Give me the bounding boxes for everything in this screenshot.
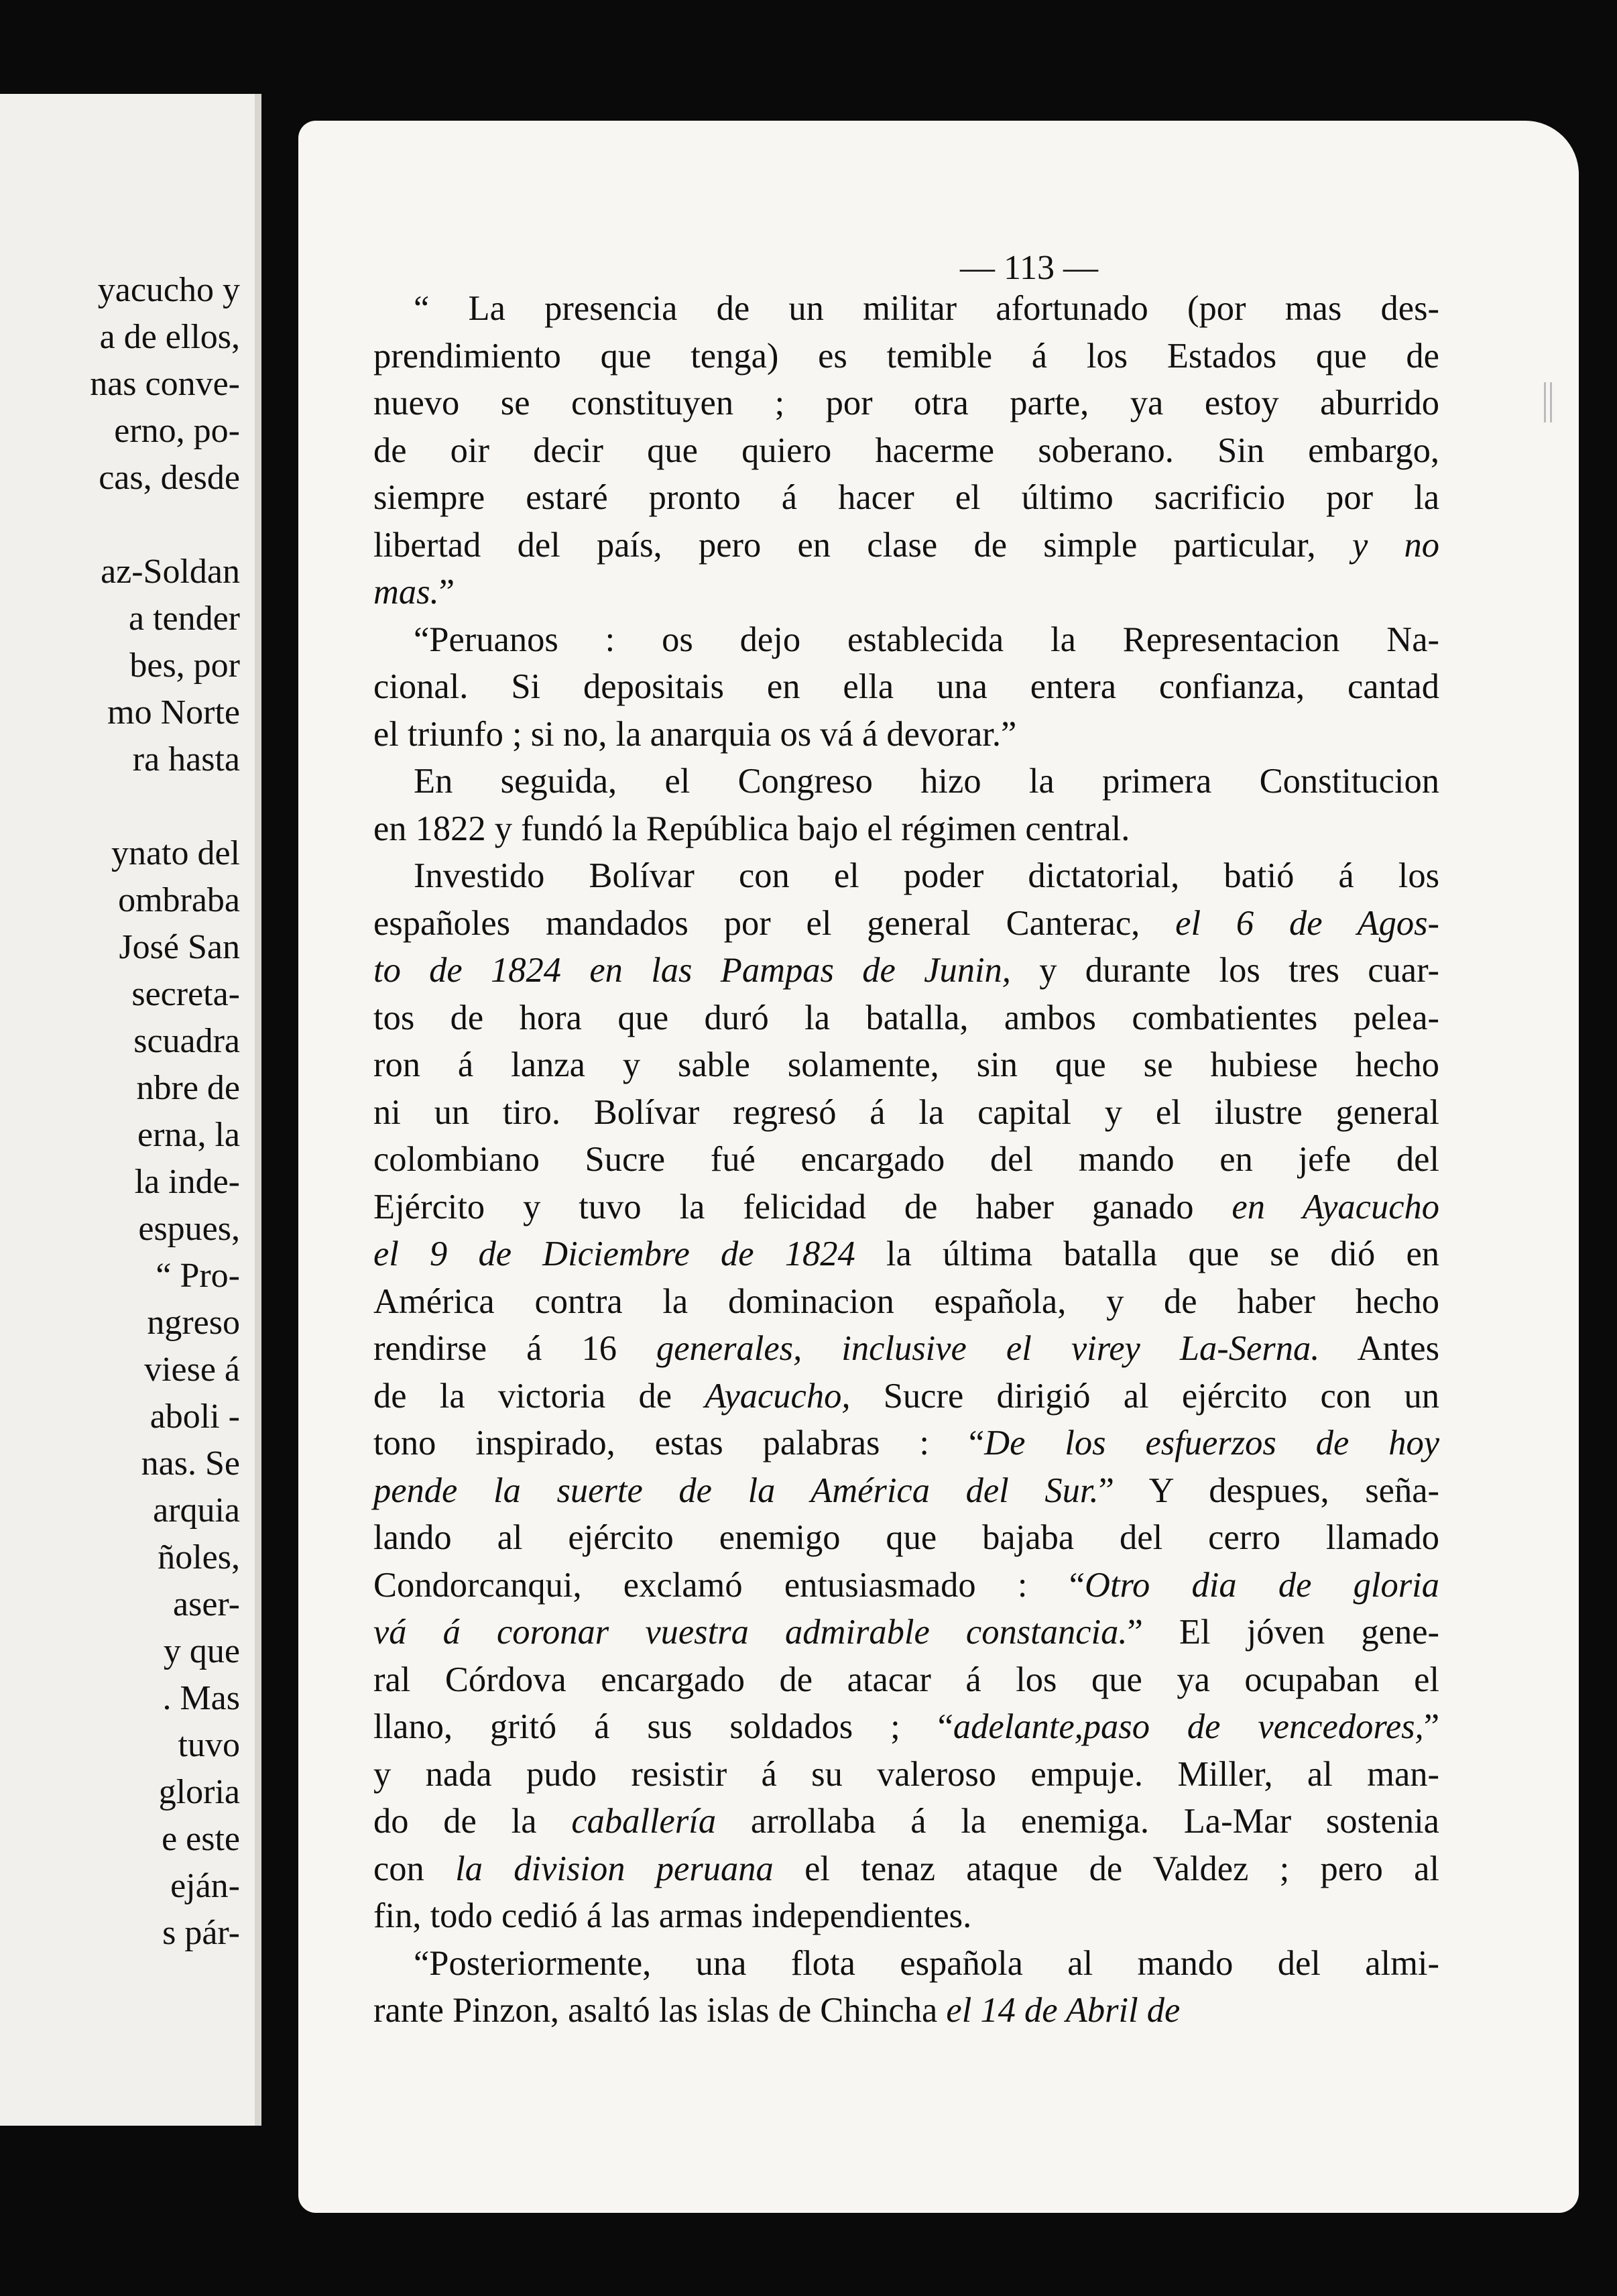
previous-page-fragment xyxy=(0,94,261,2126)
text-line: y nada pudo resistir á su valeroso empuje. Miller, al man- xyxy=(373,1754,1439,1794)
text-line: ral Córdova encargado de atacar á los que ya ocupaban el xyxy=(373,1660,1439,1699)
previous-page-line: ñoles, xyxy=(158,1538,240,1576)
text-line: Ejército y tuvo la felicidad de haber ganado en Ayacucho xyxy=(373,1187,1439,1226)
text-line: “ La presencia de un militar afortunado (por mas des- xyxy=(414,289,1439,328)
text-line: fin, todo cedió á las armas independientes. xyxy=(373,1896,972,1935)
previous-page-line xyxy=(90,502,240,549)
text-line: de la victoria de Ayacucho, Sucre dirigió al ejército con un xyxy=(373,1376,1439,1416)
previous-page-line: nas. Se xyxy=(141,1444,240,1483)
previous-page-line: ngreso xyxy=(147,1304,240,1342)
previous-page-line: nas conve- xyxy=(90,365,240,403)
previous-page-line xyxy=(90,783,240,830)
previous-page-line: a de ellos, xyxy=(99,318,240,356)
text-line: nuevo se constituyen ; por otra parte, ya estoy aburrido xyxy=(373,384,1439,422)
previous-page-line: yacucho y xyxy=(97,271,240,309)
text-line: ron á lanza y sable solamente, sin que se hubiese hecho xyxy=(373,1045,1439,1084)
previous-page-line: gloria xyxy=(158,1773,240,1811)
paragraph xyxy=(373,758,1439,852)
previous-page-line: scuadra xyxy=(133,1022,240,1060)
book-page xyxy=(298,121,1579,2213)
text-line: tos de hora que duró la batalla, ambos combatientes pelea- xyxy=(373,998,1439,1037)
paragraph xyxy=(373,616,1439,758)
previous-page-line: y que xyxy=(163,1632,240,1670)
previous-page-line: cas, desde xyxy=(99,459,240,497)
previous-page-line: arquia xyxy=(153,1491,240,1530)
text-line: españoles mandados por el general Canterac, el 6 de Agos- xyxy=(373,903,1439,943)
page-edge-mark xyxy=(1544,382,1552,422)
previous-page-line: viese á xyxy=(144,1351,240,1389)
page-number: — 113 — xyxy=(959,249,1099,287)
text-line: el 9 de Diciembre de 1824 la última batalla que se dió en xyxy=(373,1235,1439,1273)
text-line: de oir decir que quiero hacerme soberano. Sin embargo, xyxy=(373,431,1439,470)
text-line: siempre estaré pronto á hacer el último sacrificio por la xyxy=(373,478,1439,517)
text-line: prendimiento que tenga) es temible á los Estados que de xyxy=(373,336,1439,376)
previous-page-line: aser- xyxy=(173,1585,240,1623)
previous-page-line: erna, la xyxy=(137,1116,240,1154)
text-line: Investido Bolívar con el poder dictatorial, batió á los xyxy=(414,856,1439,895)
text-line: libertad del país, pero en clase de simple particular, y no xyxy=(373,525,1439,565)
text-line: “Peruanos : os dejo establecida la Representacion Na- xyxy=(414,620,1439,659)
paragraph xyxy=(373,852,1439,1940)
text-line: América contra la dominacion española, y de haber hecho xyxy=(373,1281,1439,1321)
previous-page-line: secreta- xyxy=(131,975,240,1013)
previous-page-text xyxy=(90,267,240,1957)
text-line: llano, gritó á sus soldados ; “adelante,paso de vencedores,” xyxy=(373,1707,1439,1746)
text-line: en 1822 y fundó la República bajo el régimen central. xyxy=(373,809,1130,848)
previous-page-line: e este xyxy=(162,1820,240,1858)
text-line: ni un tiro. Bolívar regresó á la capital y el ilustre general xyxy=(373,1092,1439,1132)
previous-page-line: a tender xyxy=(128,599,240,638)
previous-page-line: ombraba xyxy=(118,881,240,919)
previous-page-line: eján- xyxy=(170,1867,240,1905)
previous-page-line: “ Pro- xyxy=(156,1257,240,1295)
previous-page-line: nbre de xyxy=(136,1069,240,1107)
text-line: rendirse á 16 generales, inclusive el virey La-Serna. Antes xyxy=(373,1329,1439,1368)
page-body-text xyxy=(373,285,1439,2034)
previous-page-line: mo Norte xyxy=(107,693,240,732)
text-line: lando al ejército enemigo que bajaba del cerro llamado xyxy=(373,1518,1439,1557)
text-line: tono inspirado, estas palabras : “De los esfuerzos de hoy xyxy=(373,1424,1439,1462)
text-line: cional. Si depositais en ella una entera confianza, cantad xyxy=(373,667,1439,706)
text-line: vá á coronar vuestra admirable constancia.” El jóven gene- xyxy=(373,1613,1439,1652)
text-line: rante Pinzon, asaltó las islas de Chincha el 14 de Abril de xyxy=(373,1991,1181,2030)
paragraph xyxy=(373,1940,1439,2034)
text-line: En seguida, el Congreso hizo la primera Constitucion xyxy=(414,762,1439,801)
previous-page-line: az-Soldan xyxy=(101,553,240,591)
text-line: con la division peruana el tenaz ataque de Valdez ; pero al xyxy=(373,1849,1440,1888)
text-line: to de 1824 en las Pampas de Junin, y durante los tres cuar- xyxy=(373,951,1439,990)
text-line: pende la suerte de la América del Sur.” Y despues, seña- xyxy=(373,1471,1439,1510)
text-line: “Posteriormente, una flota española al mando del almi- xyxy=(414,1943,1439,1983)
text-line: colombiano Sucre fué encargado del mando en jefe del xyxy=(373,1140,1439,1179)
text-line: Condorcanqui, exclamó entusiasmado : “Otro dia de gloria xyxy=(373,1565,1439,1605)
previous-page-line: tuvo xyxy=(178,1726,240,1764)
previous-page-line: s pár- xyxy=(162,1914,240,1952)
paragraph xyxy=(373,285,1439,616)
previous-page-line: espues, xyxy=(138,1210,240,1248)
previous-page-line: bes, por xyxy=(129,646,240,685)
previous-page-line: ynato del xyxy=(111,834,240,872)
previous-page-line: . Mas xyxy=(162,1679,240,1717)
text-line: el triunfo ; si no, la anarquia os vá á devorar.” xyxy=(373,714,1017,754)
text-line: mas.” xyxy=(373,573,455,612)
previous-page-line: ra hasta xyxy=(132,740,240,779)
previous-page-line: la inde- xyxy=(134,1163,240,1201)
previous-page-line: erno, po- xyxy=(114,412,240,450)
text-line: do de la caballería arrollaba á la enemiga. La-Mar sostenia xyxy=(373,1802,1439,1841)
previous-page-line: aboli - xyxy=(149,1397,240,1436)
previous-page-line: José San xyxy=(119,928,240,966)
